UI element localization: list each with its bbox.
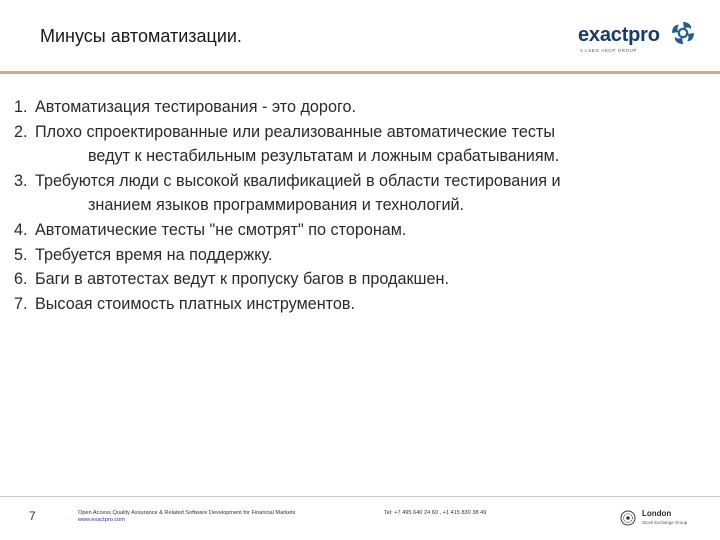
title-divider [0,71,720,74]
list-item-text [35,218,704,243]
list-item-line: Требуется время на поддержку. [35,245,273,264]
partner-logo-name: London [642,509,672,518]
exactpro-swirl-icon [670,20,696,46]
list-item-line: Плохо спроектированные или реализованные автоматические тесты [35,122,555,141]
page-number: 7 [29,509,36,523]
slide-title: Минусы автоматизации. [40,26,242,46]
list-item-text [35,243,704,268]
list-item [14,95,704,120]
list-item [14,292,704,317]
london-stock-exchange-crest-icon [620,510,636,526]
list-item [14,120,704,169]
list-item-text [35,292,704,317]
logo-tagline: A LSEG AECP GROUP [580,48,638,53]
london-stock-exchange-logo [620,508,700,530]
list-item [14,267,704,292]
footer-phone: Tel: +7 495 640 24 60 , +1 415 830 38 49 [384,510,487,516]
content-list [14,95,704,316]
list-item-line: Требуются люди с высокой квалификацией в области тестирования и [35,171,561,190]
list-item-line: Баги в автотестах ведут к пропуску багов в продакшен. [35,270,449,289]
logo-wordmark: exactpro [578,24,660,46]
list-item-number: 5. [14,245,28,264]
list-item-number: 7. [14,294,28,313]
list-item-number: 6. [14,270,28,289]
list-item-text [35,267,704,292]
list-item-text [35,120,704,169]
list-item [14,169,704,218]
footer-description: Open Access Quality Assurance & Related Software Development for Financial Markets [78,510,296,516]
list-item-number: 4. [14,220,28,239]
exactpro-logo [578,18,696,58]
list-item-text [35,169,704,218]
list-item-number: 1. [14,98,28,116]
list-item-text [35,95,704,120]
list-item-line: Автоматизация тестирования - это дорого. [35,98,356,116]
footer-website-link[interactable]: www.exactpro.com [78,517,125,523]
footer-divider [0,496,720,497]
list-item-continuation: знанием языков программирования и технологий. [88,196,465,215]
list-item-line: Высоая стоимость платных инструментов. [35,294,355,313]
list-item-line: Автоматические тесты "не смотрят" по сторонам. [35,220,407,239]
list-item-number: 2. [14,122,28,141]
partner-logo-subtitle: Stock Exchange Group [642,520,688,525]
list-item-continuation: ведут к нестабильным результатам и ложным срабатываниям. [88,147,560,166]
list-item-number: 3. [14,171,28,190]
list-item [14,218,704,243]
footer-description-block [78,510,295,524]
list-item [14,243,704,268]
